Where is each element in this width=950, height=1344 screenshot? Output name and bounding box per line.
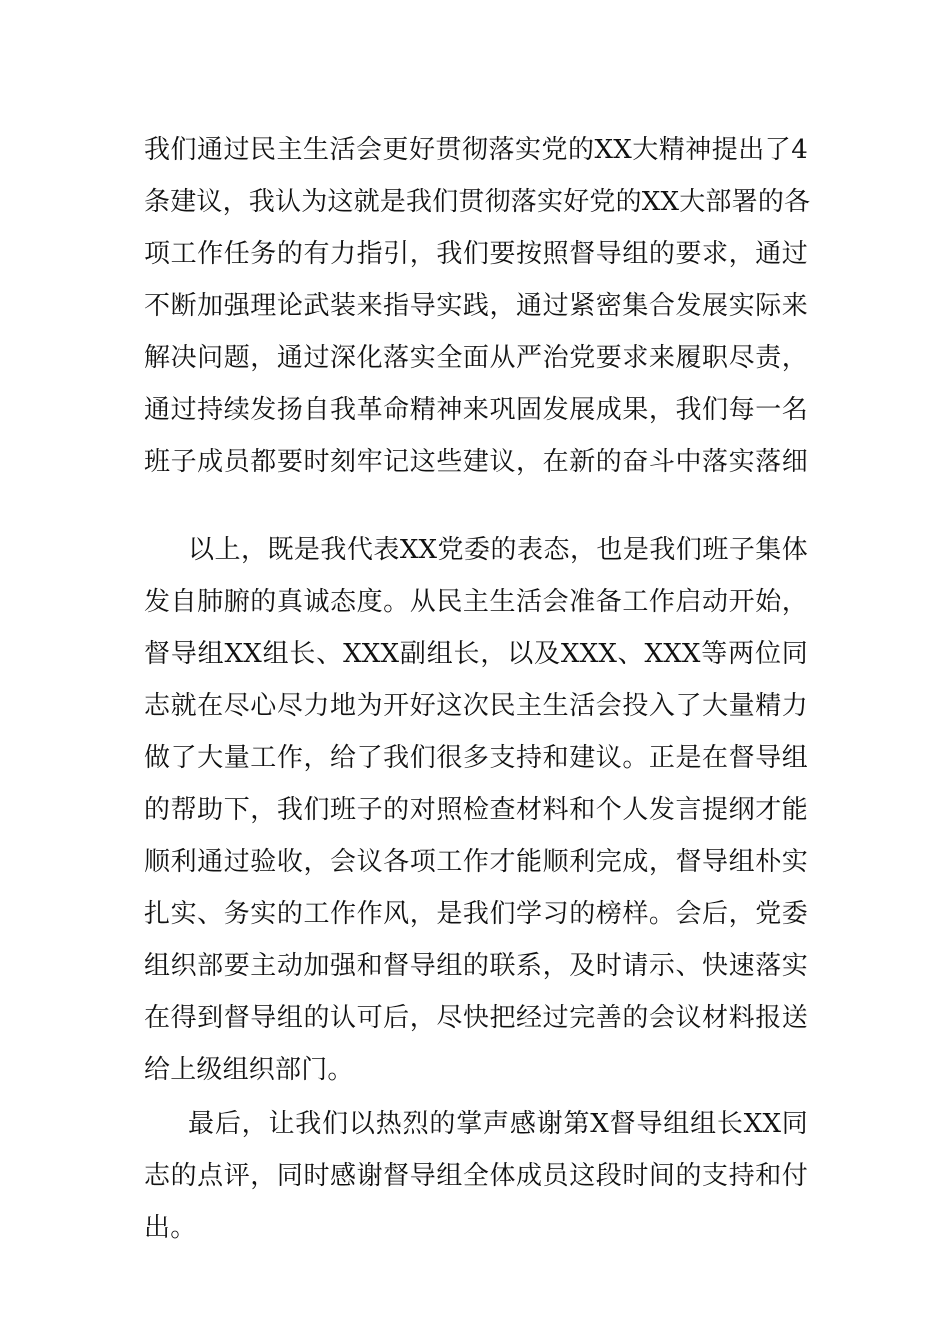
text-line: 顺利通过验收，会议各项工作才能顺利完成，督导组朴实 [144,847,808,877]
text-line: 通过持续发扬自我革命精神来巩固发展成果，我们每一名 [144,395,808,425]
text-line: 发自肺腑的真诚态度。从民主生活会准备工作启动开始， [144,587,808,617]
text-line: 做了大量工作，给了我们很多支持和建议。正是在督导组 [144,743,808,773]
text-line: 督导组XX组长、XXX副组长，以及XXX、XXX等两位同 [144,639,808,669]
text-line: 志的点评，同时感谢督导组全体成员这段时间的支持和付 [144,1161,808,1191]
text-line: 班子成员都要时刻牢记这些建议，在新的奋斗中落实落细 [144,447,808,477]
paragraph-recommendations [144,124,811,488]
text-line: 条建议，我认为这就是我们贯彻落实好党的XX大部署的各 [144,187,811,217]
paragraph-statement [144,524,808,1096]
text-line: 的帮助下，我们班子的对照检查材料和个人发言提纲才能 [144,795,808,825]
text-line: 组织部要主动加强和督导组的联系，及时请示、快速落实 [144,951,808,981]
text-line: 解决问题，通过深化落实全面从严治党要求来履职尽责， [144,343,808,373]
text-line: 给上级组织部门。 [144,1055,354,1085]
text-line: 出。 [144,1213,197,1243]
text-line: 以上，既是我代表XX党委的表态，也是我们班子集体 [188,535,808,565]
text-line: 扎实、务实的工作作风，是我们学习的榜样。会后，党委 [144,899,808,929]
text-line: 我们通过民主生活会更好贯彻落实党的XX大精神提出了4 [144,135,808,165]
text-line: 在得到督导组的认可后，尽快把经过完善的会议材料报送 [144,1003,808,1033]
paragraph-closing [144,1098,808,1254]
text-line: 不断加强理论武装来指导实践，通过紧密集合发展实际来 [144,291,808,321]
text-line: 项工作任务的有力指引，我们要按照督导组的要求，通过 [144,239,808,269]
text-line: 最后，让我们以热烈的掌声感谢第X督导组组长XX同 [188,1109,808,1139]
text-line: 志就在尽心尽力地为开好这次民主生活会投入了大量精力 [144,691,808,721]
